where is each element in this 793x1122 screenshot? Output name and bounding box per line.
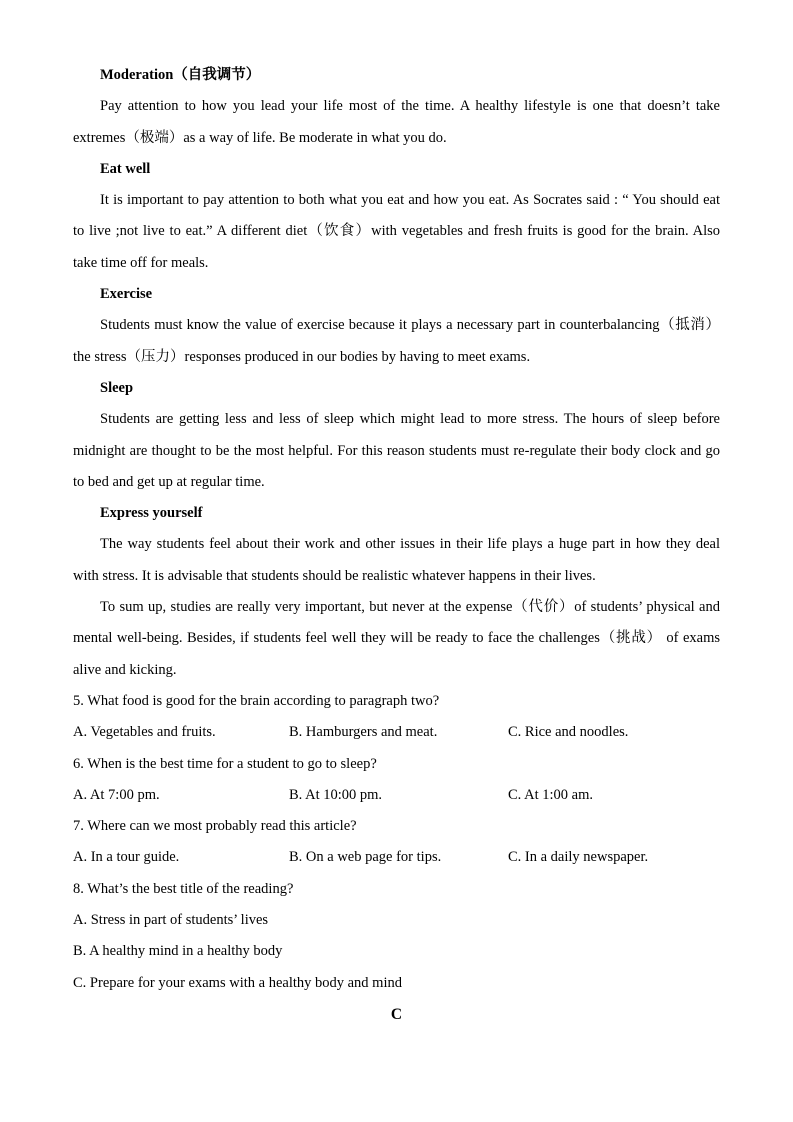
question-7 [73, 811, 720, 874]
question-5 [73, 686, 720, 749]
section-heading-express-yourself: Express yourself [100, 505, 203, 522]
question-8-option-a: A. Stress in part of students’ lives [73, 912, 269, 929]
question-6-options [73, 780, 720, 811]
section-heading-moderation: Moderation（自我调节） [100, 67, 261, 83]
section-heading-eat-well: Eat well [100, 160, 151, 177]
section-heading-exercise: Exercise [100, 286, 153, 303]
paragraph-exercise: Students must know the value of exercise because it plays a necessary part in counterbalancing（抵消）the stress（压力）responses produced in our bodies by having to meet exams. [73, 317, 720, 365]
paragraph-sleep: Students are getting less and less of sleep which might lead to more stress. The hours of sleep before midnight are thought to be the most helpful. For this reason students must re-regulate their body clock and go to bed and get up at regular time. [73, 411, 720, 490]
paragraph-summary: To sum up, studies are really very important, but never at the expense（代价）of students’ physical and mental well-being. Besides, if students feel well they will be ready to face the challenges（挑战） of exams alive and kicking. [73, 599, 720, 678]
question-7-stem: 7. Where can we most probably read this article? [73, 818, 357, 835]
question-6-stem: 6. When is the best time for a student to go to sleep? [73, 755, 377, 772]
question-5-stem: 5. What food is good for the brain according to paragraph two? [73, 692, 440, 709]
question-5-option-b: B. Hamburgers and meat. [289, 724, 438, 741]
question-8-option-c: C. Prepare for your exams with a healthy body and mind [73, 974, 402, 991]
document-page [73, 60, 720, 1030]
section-heading-sleep: Sleep [100, 379, 134, 396]
question-8-stem: 8. What’s the best title of the reading? [73, 880, 294, 897]
question-6-option-a: A. At 7:00 pm. [73, 786, 160, 803]
question-7-option-c: C. In a daily newspaper. [508, 849, 649, 866]
question-6-option-b: B. At 10:00 pm. [289, 786, 383, 803]
question-5-option-a: A. Vegetables and fruits. [73, 724, 216, 741]
question-8 [73, 874, 720, 999]
paragraph-moderation: Pay attention to how you lead your life most of the time. A healthy lifestyle is one that doesn’t take extremes（极端）as a way of life. Be moderate in what you do. [73, 98, 720, 146]
section-label-c: C [390, 1005, 403, 1023]
question-7-option-a: A. In a tour guide. [73, 849, 180, 866]
paragraph-express-yourself: The way students feel about their work and other issues in their life plays a huge part in how they deal with stress. It is advisable that students should be realistic whatever happens in their lives. [73, 536, 720, 584]
question-6-option-c: C. At 1:00 am. [508, 786, 593, 803]
question-7-options [73, 842, 720, 873]
question-5-option-c: C. Rice and noodles. [508, 724, 629, 741]
question-8-option-b: B. A healthy mind in a healthy body [73, 943, 283, 960]
paragraph-eat-well: It is important to pay attention to both what you eat and how you eat. As Socrates said : “ You should eat to live ;not live to eat.” A different diet（饮食）with vegetables and fresh fruits is good for the brain. Also take time off for meals. [73, 192, 720, 271]
question-5-options [73, 717, 720, 748]
question-7-option-b: B. On a web page for tips. [289, 849, 442, 866]
question-6 [73, 749, 720, 812]
